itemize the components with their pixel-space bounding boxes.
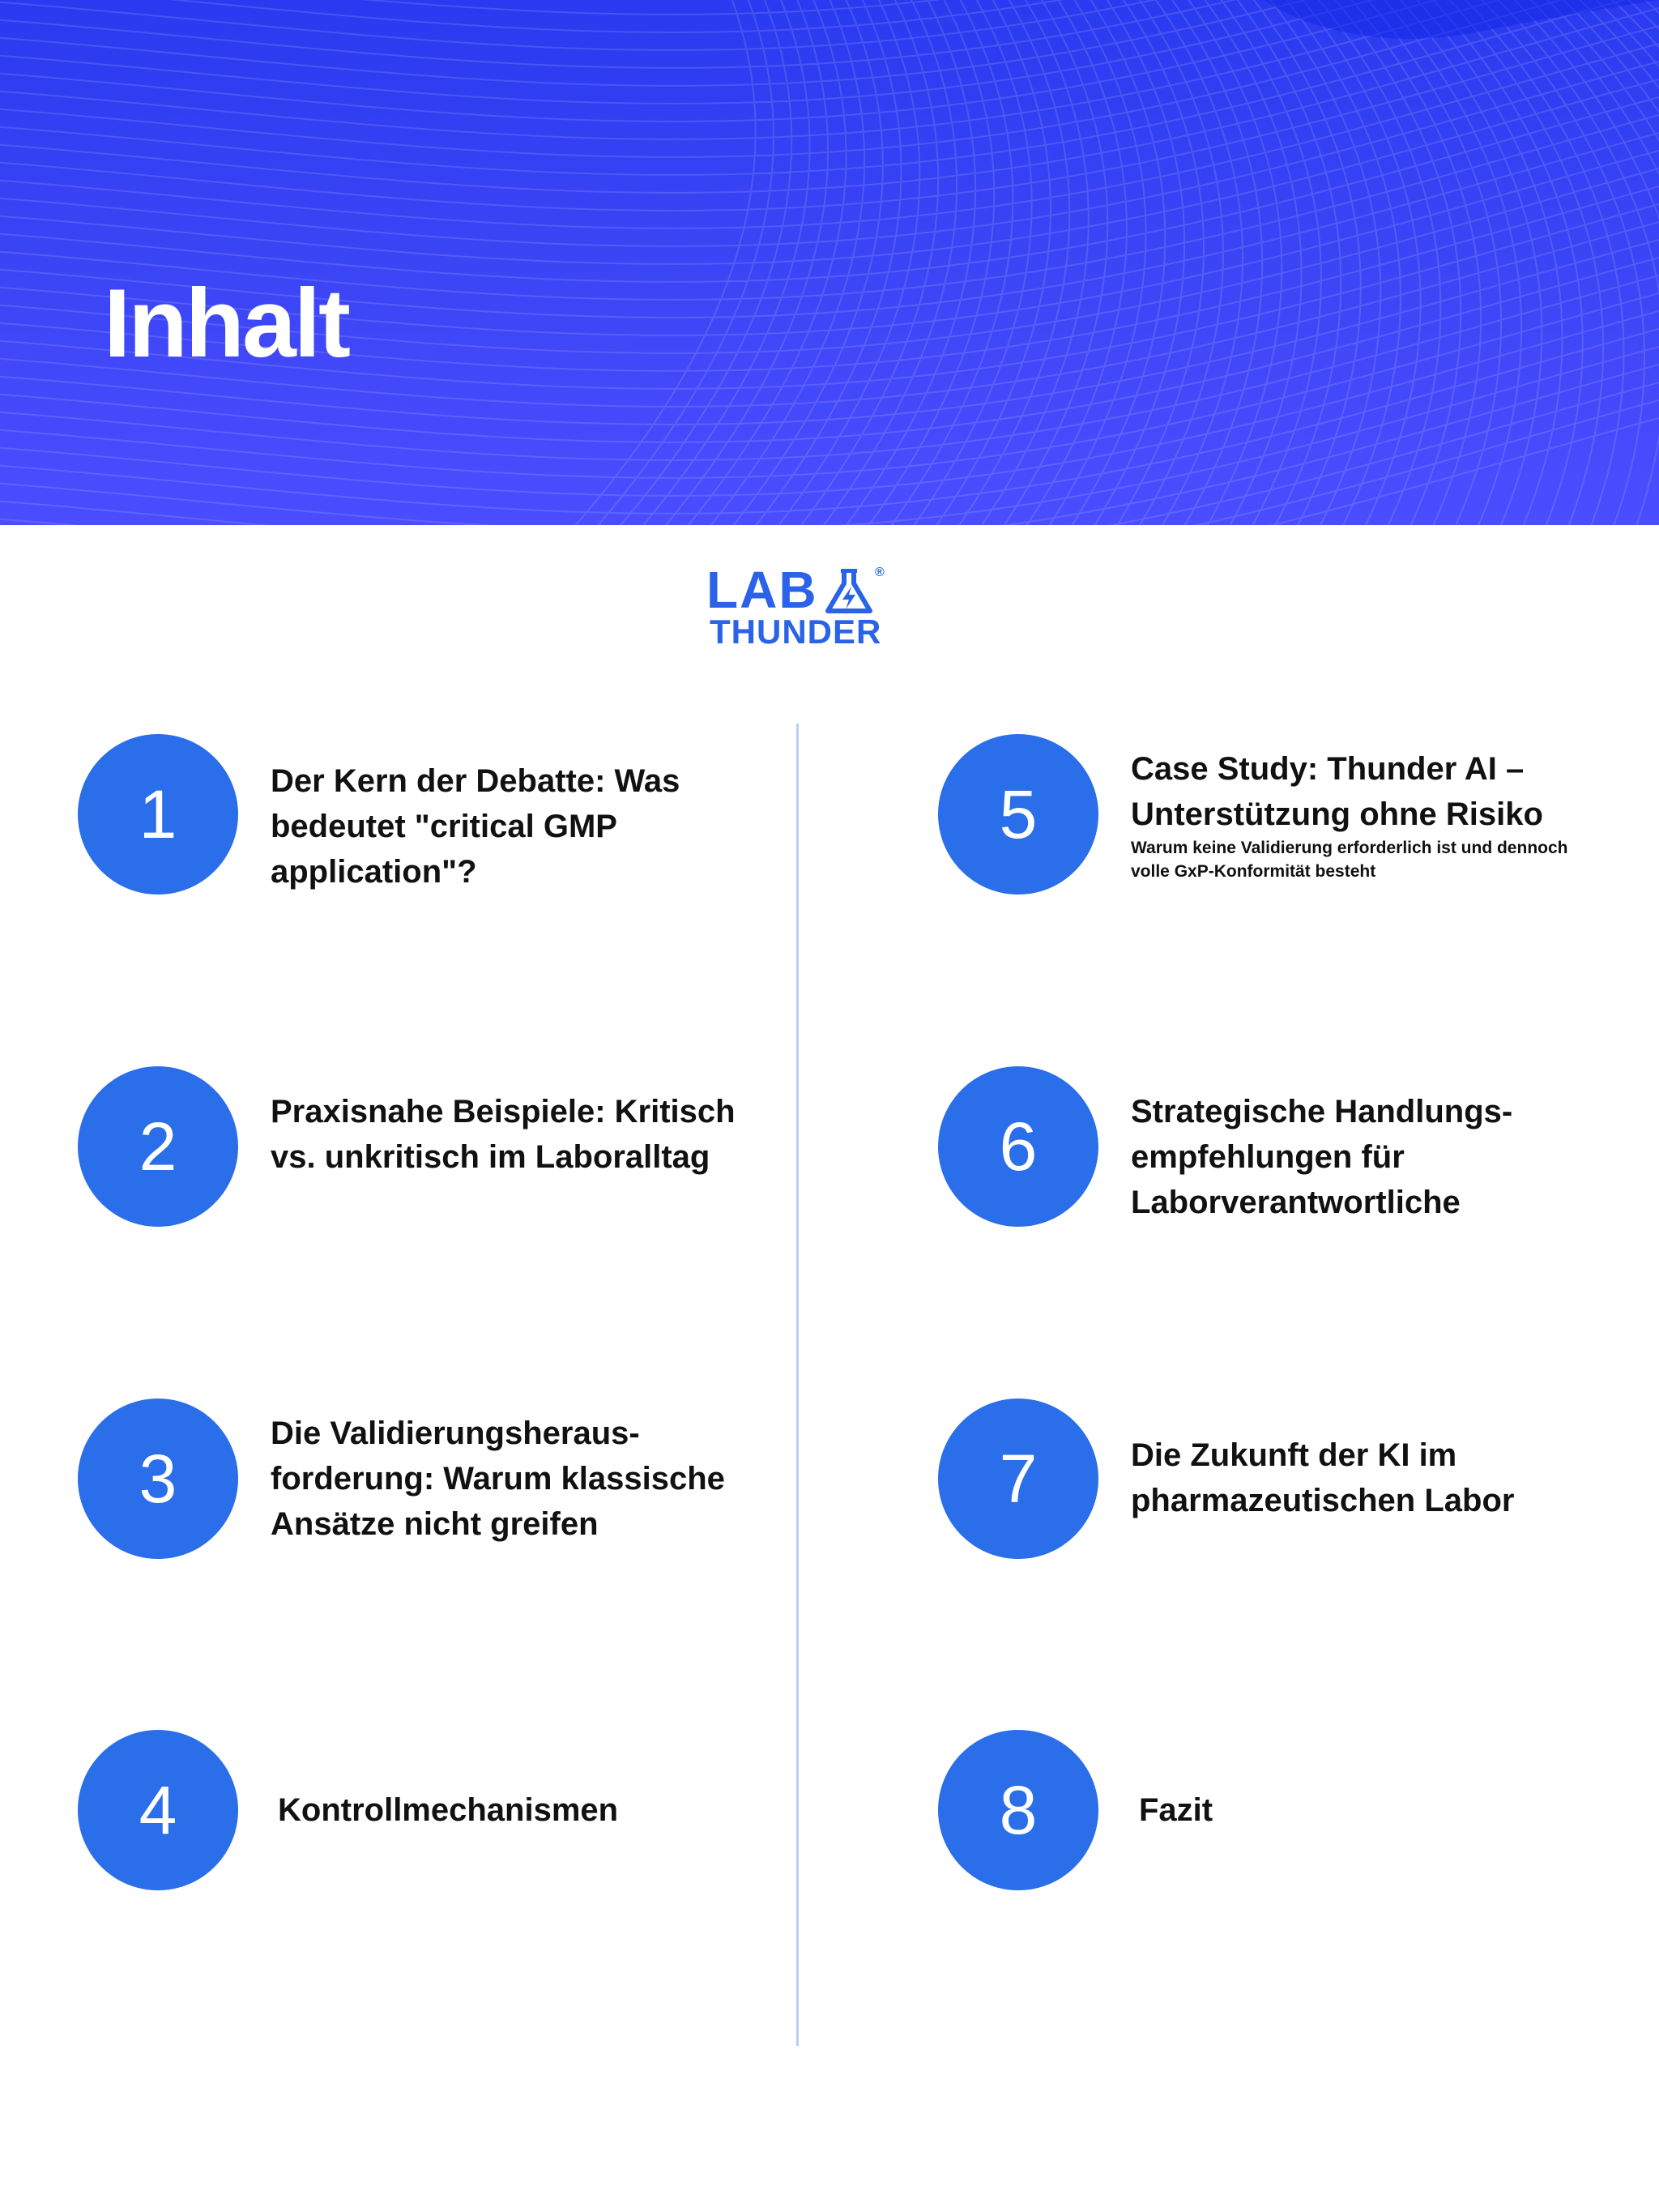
logo-lab-text: LAB [706, 561, 818, 619]
header-banner [0, 0, 1659, 525]
toc-number-badge: 7 [938, 1399, 1098, 1559]
toc-number-badge: 4 [78, 1730, 238, 1890]
toc-item-1[interactable] [78, 734, 791, 896]
logo-thunder-text: THUNDER [710, 613, 882, 651]
toc-item-subtitle: Warum keine Validierung erforderlich ist und dennoch volle GxP-Konformität besteht [1131, 839, 1568, 881]
toc-item-title: Case Study: Thunder AI – Unterstützung ohne Risiko [1131, 751, 1543, 832]
page-title: Inhalt [104, 269, 348, 378]
toc-number-badge: 2 [78, 1066, 238, 1227]
toc-number-badge: 6 [938, 1066, 1098, 1227]
toc-item-title: Praxisnahe Beispiele: Kritisch vs. unkritisch im Laboralltag [271, 1094, 736, 1175]
toc-item-4[interactable] [78, 1730, 791, 1892]
toc-item-8[interactable] [938, 1730, 1651, 1892]
toc-item-title: Strategische Handlungs-empfehlungen für Laborverantwortliche [1131, 1094, 1513, 1220]
toc-number-badge: 3 [78, 1399, 238, 1559]
toc-item-title: Fazit [1139, 1792, 1213, 1828]
flask-lightning-icon [825, 569, 873, 614]
registered-mark: ® [875, 566, 885, 579]
toc-item-3[interactable] [78, 1399, 791, 1561]
toc-number-badge: 5 [938, 734, 1098, 895]
toc-item-5[interactable] [938, 734, 1651, 896]
toc-item-6[interactable] [938, 1066, 1651, 1228]
toc-item-2[interactable] [78, 1066, 791, 1228]
toc-item-7[interactable] [938, 1399, 1651, 1561]
toc-item-title: Der Kern der Debatte: Was bedeutet "critical GMP application"? [271, 763, 680, 890]
toc-item-title: Die Zukunft der KI im pharmazeutischen Labor [1131, 1437, 1515, 1518]
toc-number-badge: 1 [78, 734, 238, 895]
column-divider [796, 724, 799, 2046]
toc-item-title: Die Validierungsheraus-forderung: Warum klassische Ansätze nicht greifen [271, 1416, 725, 1542]
wave-mesh-pattern [0, 0, 1659, 525]
toc-number-badge: 8 [938, 1730, 1098, 1890]
toc-item-title: Kontrollmechanismen [278, 1792, 619, 1828]
lab-thunder-logo [706, 561, 893, 653]
